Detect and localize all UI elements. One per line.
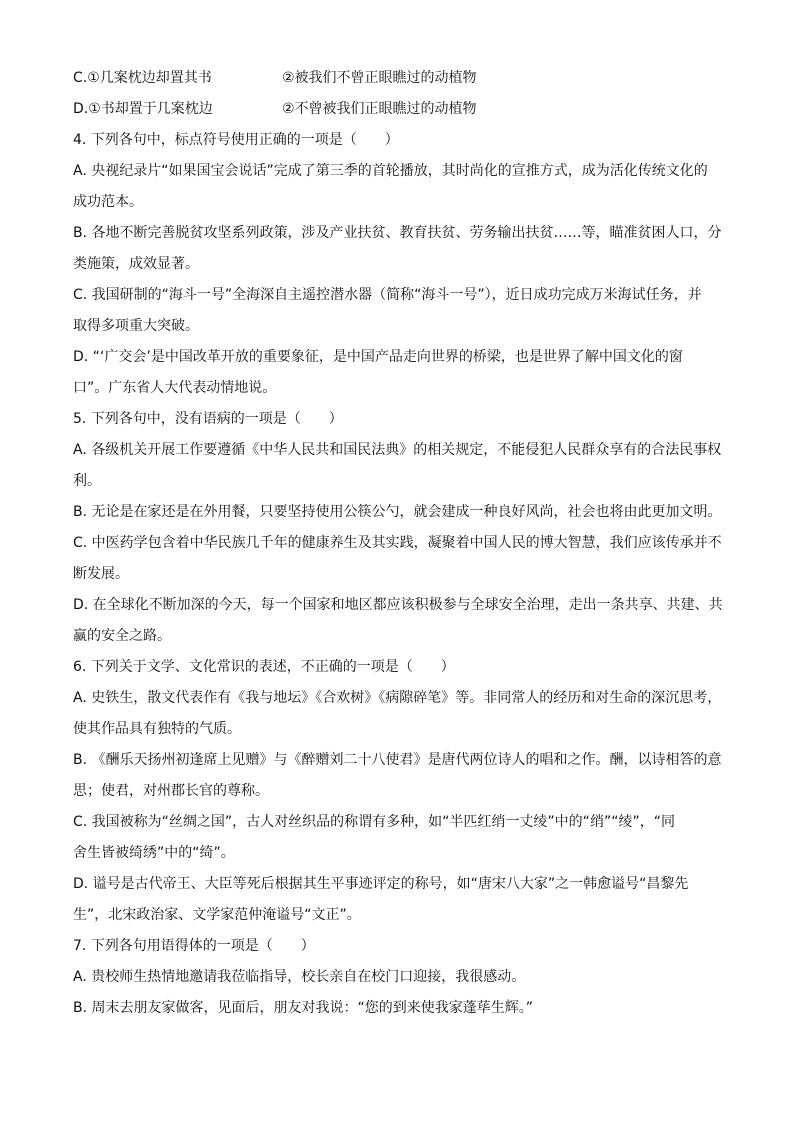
q4-option-d-line-1: D. “‘广交会’是中国改革开放的重要象征，是中国产品走向世界的桥梁，也是世界了解中国文化的窗 bbox=[73, 349, 683, 365]
q5-option-d-line-1: D. 在全球化不断加深的今天，每一个国家和地区都应该积极参与全球安全治理，走出一条共享、共建、共 bbox=[73, 597, 723, 613]
q6-option-b-line-1: B. 《酬乐天扬州初逢席上见赠》与《醉赠刘二十八使君》是唐代两位诗人的唱和之作。酬，以诗相答的意 bbox=[73, 752, 722, 768]
q6-option-c-line-2: 舍生皆被绮绣”中的“绮”。 bbox=[73, 845, 235, 861]
option-c-line bbox=[73, 63, 725, 94]
q6-option-d-line-2: 生”，北宋政治家、文学家范仲淹谥号“文正”。 bbox=[73, 907, 361, 923]
option-d-part-1: D.①书却置于几案枕边 bbox=[73, 101, 213, 117]
q4-option-a-line-2: 成功范本。 bbox=[73, 194, 143, 210]
q4-option-b-line-1: B. 各地不断完善脱贫攻坚系列政策，涉及产业扶贫、教育扶贫、劳务输出扶贫……等，瞄准贫困人口，分 bbox=[73, 225, 722, 241]
q4-stem: 4. 下列各句中，标点符号使用正确的一项是（ ） bbox=[73, 132, 399, 148]
q5-option-b: B. 无论是在家还是在外用餐，只要坚持使用公筷公勺，就会建成一种良好风尚，社会也将由此更加文明。 bbox=[73, 504, 722, 520]
q6-option-c-line-1: C. 我国被称为“丝绸之国”，古人对丝织品的称谓有多种，如“半匹红绡一丈绫”中的“绡”“绫”，“同 bbox=[73, 814, 675, 830]
q6-option-a-line-2: 使其作品具有独特的气质。 bbox=[73, 721, 241, 737]
q6-stem: 6. 下列关于文学、文化常识的表述，不正确的一项是（ ） bbox=[73, 659, 455, 675]
q5-option-c-line-1: C. 中医药学包含着中华民族几千年的健康养生及其实践，凝聚着中国人民的博大智慧，我们应该传承并不 bbox=[73, 535, 722, 551]
option-c-part-1: C.①几案枕边却置其书 bbox=[73, 70, 212, 86]
q5-option-a-line-1: A. 各级机关开展工作要遵循《中华人民共和国民法典》的相关规定，不能侵犯人民群众享有的合法民事权 bbox=[73, 442, 722, 458]
q4-option-d-line-2: 口”。广东省人大代表动情地说。 bbox=[73, 380, 277, 396]
q5-option-a-line-2: 利。 bbox=[73, 473, 101, 489]
option-c-part-2: ②被我们不曾正眼瞧过的动植物 bbox=[282, 70, 477, 86]
option-d-line bbox=[73, 94, 725, 125]
q5-option-d-line-2: 赢的安全之路。 bbox=[73, 628, 171, 644]
q4-option-c-line-2: 取得多项重大突破。 bbox=[73, 318, 199, 334]
document-page bbox=[73, 63, 725, 1024]
q7-option-a: A. 贵校师生热情地邀请我莅临指导，校长亲自在校门口迎接，我很感动。 bbox=[73, 969, 526, 985]
q7-stem: 7. 下列各句用语得体的一项是（ ） bbox=[73, 938, 315, 954]
q4-option-a-line-1: A. 央视纪录片“如果国宝会说话”完成了第三季的首轮播放，其时尚化的宣推方式，成为活化传统文化的 bbox=[73, 163, 708, 179]
q5-stem: 5. 下列各句中，没有语病的一项是（ ） bbox=[73, 411, 343, 427]
q4-option-b-line-2: 类施策，成效显著。 bbox=[73, 256, 199, 272]
q5-option-c-line-2: 断发展。 bbox=[73, 566, 129, 582]
q7-option-b: B. 周末去朋友家做客，见面后，朋友对我说：“您的到来使我家蓬荜生辉。” bbox=[73, 1000, 534, 1016]
q6-option-a-line-1: A. 史铁生，散文代表作有《我与地坛》《合欢树》《病隙碎笔》等。非同常人的经历和对生命的深沉思考， bbox=[73, 690, 722, 706]
option-d-part-2: ②不曾被我们正眼瞧过的动植物 bbox=[282, 101, 477, 117]
q4-option-c-line-1: C. 我国研制的“海斗一号”全海深自主遥控潜水器（简称“海斗一号”），近日成功完成万米海试任务，并 bbox=[73, 287, 702, 303]
q6-option-d-line-1: D. 谥号是古代帝王、大臣等死后根据其生平事迹评定的称号，如“唐宋八大家”之一韩愈谥号“昌黎先 bbox=[73, 876, 689, 892]
q6-option-b-line-2: 思；使君，对州郡长官的尊称。 bbox=[73, 783, 269, 799]
